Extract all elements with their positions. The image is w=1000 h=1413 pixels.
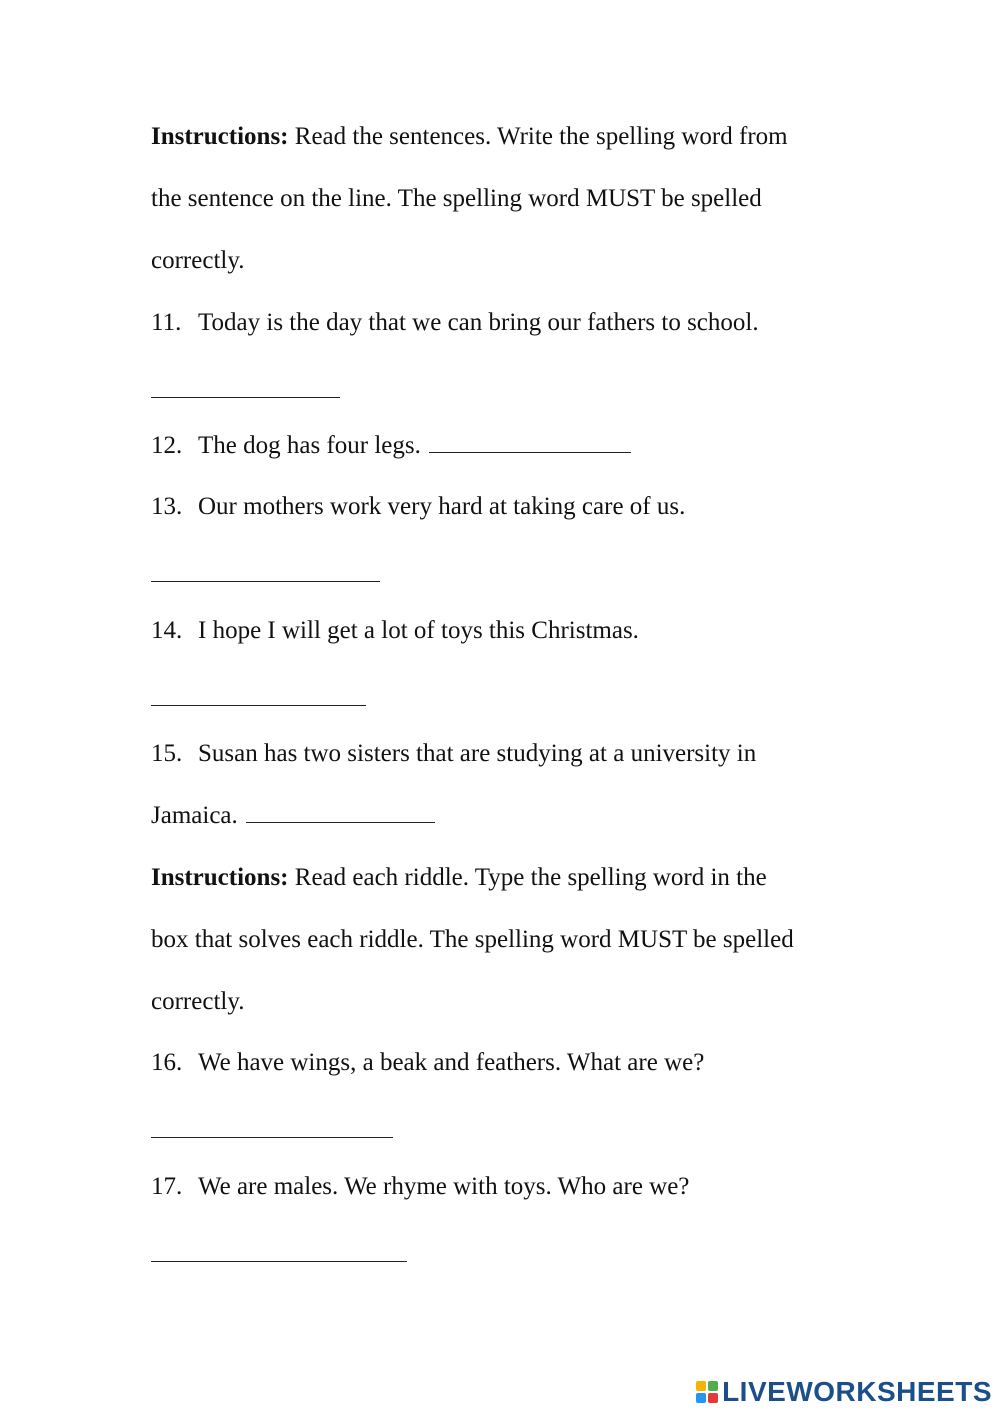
instructions-2-line-2: box that solves each riddle. The spelling word MUST be spelled xyxy=(151,926,794,953)
question-12-text: The dog has four legs. xyxy=(198,432,421,459)
question-14-number: 14. xyxy=(151,617,183,644)
question-13-number: 13. xyxy=(151,493,183,520)
question-11-text: Today is the day that we can bring our fathers to school. xyxy=(198,309,759,336)
question-16-number: 16. xyxy=(151,1049,183,1076)
answer-line-14[interactable] xyxy=(151,705,366,706)
instructions-1-text-1: Read the sentences. Write the spelling word from xyxy=(294,123,788,150)
question-13 xyxy=(151,491,685,523)
question-16-text: We have wings, a beak and feathers. What are we? xyxy=(198,1049,705,1076)
question-13-text: Our mothers work very hard at taking care of us. xyxy=(198,493,686,520)
logo-tile-3 xyxy=(696,1393,706,1403)
logo-tile-4 xyxy=(708,1393,718,1403)
question-17 xyxy=(151,1171,689,1203)
question-15-number: 15. xyxy=(151,740,183,767)
logo-tile-2 xyxy=(708,1381,718,1391)
answer-line-17[interactable] xyxy=(151,1261,407,1262)
instructions-1-line-1 xyxy=(151,121,788,153)
instructions-1-label: Instructions: xyxy=(151,123,289,150)
question-17-number: 17. xyxy=(151,1173,183,1200)
question-14 xyxy=(151,615,639,647)
liveworksheets-logo-icon xyxy=(696,1381,718,1403)
instructions-1-line-3: correctly. xyxy=(151,247,245,274)
question-15 xyxy=(151,738,756,770)
instructions-1-line-2: the sentence on the line. The spelling word MUST be spelled xyxy=(151,185,762,212)
question-12 xyxy=(151,430,631,462)
question-15-continued xyxy=(151,800,435,832)
answer-line-12[interactable] xyxy=(429,452,631,453)
answer-line-15[interactable] xyxy=(246,822,435,823)
instructions-2-label: Instructions: xyxy=(151,864,289,891)
question-15-text-2: Jamaica. xyxy=(151,802,238,829)
question-12-number: 12. xyxy=(151,432,183,459)
answer-line-13[interactable] xyxy=(151,581,380,582)
instructions-2-text-1: Read each riddle. Type the spelling word in the xyxy=(294,864,767,891)
question-11 xyxy=(151,307,759,339)
question-11-number: 11. xyxy=(151,309,182,336)
answer-line-11[interactable] xyxy=(151,397,340,398)
liveworksheets-wordmark: LIVEWORKSHEETS xyxy=(722,1376,992,1407)
instructions-2-line-3: correctly. xyxy=(151,988,245,1015)
question-16 xyxy=(151,1047,704,1079)
liveworksheets-branding[interactable] xyxy=(696,1376,992,1408)
instructions-2-line-1 xyxy=(151,862,767,894)
question-15-text-1: Susan has two sisters that are studying at a university in xyxy=(198,740,757,767)
question-17-text: We are males. We rhyme with toys. Who are we? xyxy=(198,1173,690,1200)
answer-line-16[interactable] xyxy=(151,1137,393,1138)
logo-tile-1 xyxy=(696,1381,706,1391)
question-14-text: I hope I will get a lot of toys this Christmas. xyxy=(198,617,639,644)
